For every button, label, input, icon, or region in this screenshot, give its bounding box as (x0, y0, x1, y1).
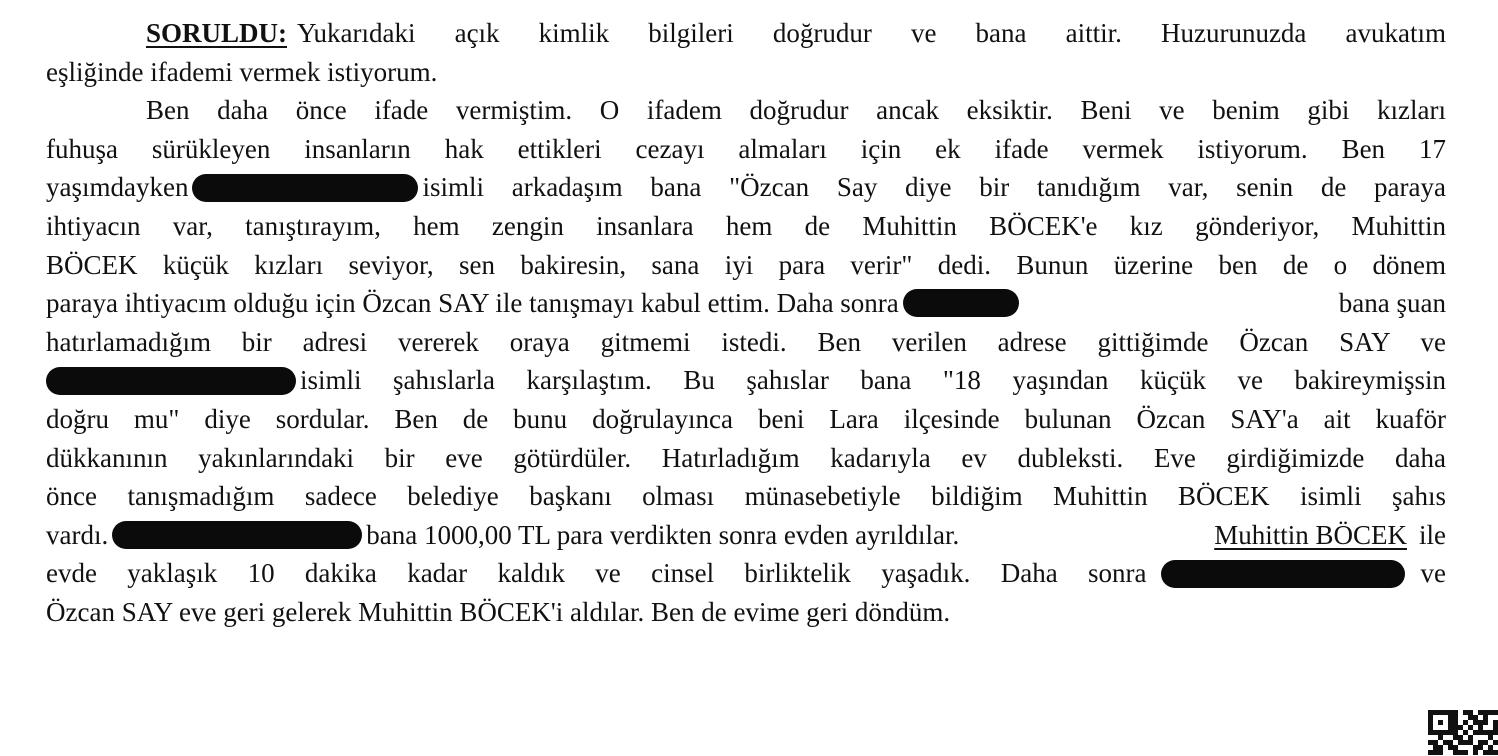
statement-line-5 (46, 168, 1446, 207)
statement-line-2 (46, 53, 1446, 92)
statement-line-9 (46, 323, 1446, 362)
statement-text: bana 1000,00 TL para verdikten sonra evden ayrıldılar. (366, 519, 960, 550)
statement-line-15 (46, 554, 1446, 593)
statement-text: isimli şahıslarla karşılaştım. Bu şahıslar bana "18 yaşından küçük ve bakireymişsin (300, 365, 1446, 396)
statement-text: paraya ihtiyacım olduğu için Özcan SAY ile tanışmayı kabul ettim. Daha sonra (46, 288, 899, 319)
statement-line-3 (46, 91, 1446, 130)
statement-line-16 (46, 593, 1446, 632)
statement-document (46, 14, 1446, 632)
statement-line-12 (46, 439, 1446, 478)
statement-text: ile (1419, 519, 1446, 550)
statement-line-14 (46, 516, 1446, 555)
statement-text: Yukarıdaki açık kimlik bilgileri doğrudur ve bana aittir. Huzurunuzda avukatım (297, 18, 1446, 48)
statement-line-1 (46, 14, 1446, 53)
redaction-bar (46, 367, 296, 395)
statement-text: bana şuan (1338, 288, 1446, 319)
statement-text: eşliğinde ifademi vermek istiyorum. (46, 56, 438, 87)
qr-code-icon (1428, 710, 1498, 756)
redaction-bar (112, 521, 362, 549)
statement-text: yaşımdayken (46, 172, 189, 203)
question-label: SORULDU: (146, 18, 288, 48)
redaction-bar (192, 174, 418, 202)
statement-text: dükkanının yakınlarındaki bir eve götürdüler. Hatırladığım kadarıyla ev dubleksti. Eve girdiğimizde daha (46, 442, 1446, 473)
statement-text: Ben daha önce ifade vermiştim. O ifadem doğrudur ancak eksiktir. Beni ve benim gibi kızları (146, 95, 1446, 126)
statement-line-7 (46, 246, 1446, 285)
statement-line-4 (46, 130, 1446, 169)
statement-text: Özcan SAY eve geri gelerek Muhittin BÖCEK'i aldılar. Ben de evime geri döndüm. (46, 596, 951, 627)
statement-text: önce tanışmadığım sadece belediye başkanı olması münasebetiyle bildiğim Muhittin BÖCEK isimli şahıs (46, 481, 1446, 512)
statement-text-underlined: Muhittin BÖCEK (1214, 519, 1407, 550)
statement-line-11 (46, 400, 1446, 439)
statement-text: BÖCEK küçük kızları seviyor, sen bakiresin, sana iyi para verir" dedi. Bunun üzerine ben de o dönem (46, 249, 1446, 280)
statement-line-13 (46, 477, 1446, 516)
statement-text: fuhuşa sürükleyen insanların hak ettikleri cezayı almaları için ek ifade vermek istiyorum. Ben 17 (46, 133, 1446, 164)
redaction-bar (1161, 560, 1405, 588)
statement-text: ihtiyacın var, tanıştırayım, hem zengin insanlara hem de Muhittin BÖCEK'e kız gönderiyor, Muhittin (46, 210, 1446, 241)
statement-line-8 (46, 284, 1446, 323)
redaction-bar (903, 289, 1019, 317)
statement-line-10 (46, 361, 1446, 400)
statement-text: vardı. (46, 519, 109, 550)
statement-line-6 (46, 207, 1446, 246)
statement-text: evde yaklaşık 10 dakika kadar kaldık ve cinsel birliktelik yaşadık. Daha sonra (46, 558, 1147, 589)
statement-text: hatırlamadığım bir adresi vererek oraya gitmemi istedi. Ben verilen adrese gittiğimde Özcan SAY ve (46, 326, 1446, 357)
statement-text: doğru mu" diye sordular. Ben de bunu doğrulayınca beni Lara ilçesinde bulunan Özcan SAY'a ait kuaför (46, 403, 1446, 434)
statement-text: isimli arkadaşım bana "Özcan Say diye bir tanıdığım var, senin de paraya (422, 172, 1446, 203)
statement-text: ve (1420, 558, 1446, 589)
